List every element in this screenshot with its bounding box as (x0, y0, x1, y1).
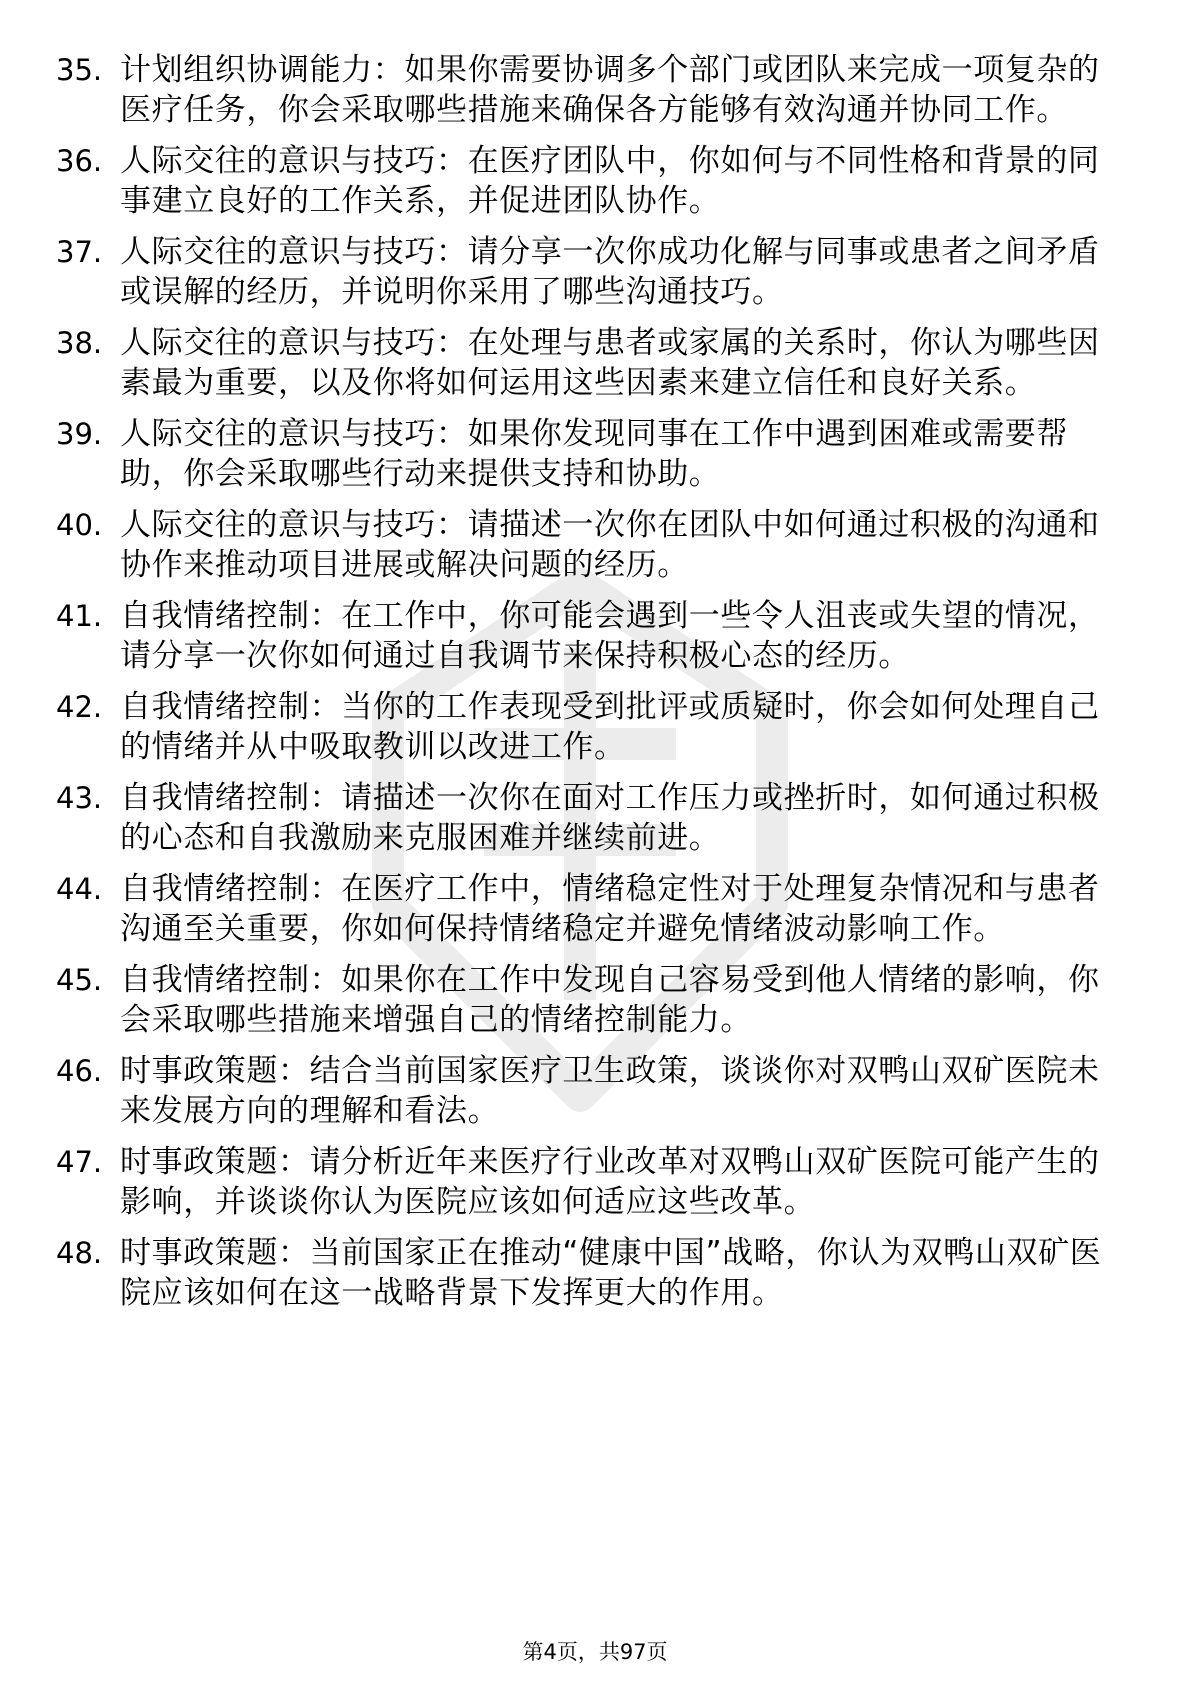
item-text: 自我情绪控制：在医疗工作中，情绪稳定性对于处理复杂情况和与患者沟通至关重要，你如何保持情绪稳定并避免情绪波动影响工作。 (120, 871, 1100, 947)
item-number: 35. (56, 53, 103, 87)
list-item (0, 960, 1190, 1040)
list-item (0, 50, 1190, 130)
item-text: 人际交往的意识与技巧：请描述一次你在团队中如何通过积极的沟通和协作来推动项目进展或解决问题的经历。 (120, 507, 1100, 583)
item-text: 人际交往的意识与技巧：在医疗团队中，你如何与不同性格和背景的同事建立良好的工作关系，并促进团队协作。 (120, 143, 1100, 219)
item-text: 自我情绪控制：请描述一次你在面对工作压力或挫折时，如何通过积极的心态和自我激励来克服困难并继续前进。 (120, 780, 1100, 856)
item-number: 43. (56, 781, 103, 815)
list-item (0, 232, 1190, 312)
list-item (0, 323, 1190, 403)
item-number: 40. (56, 508, 103, 542)
item-number: 38. (56, 326, 103, 360)
item-number: 48. (56, 1236, 103, 1270)
item-text: 自我情绪控制：如果你在工作中发现自己容易受到他人情绪的影响，你会采取哪些措施来增强自己的情绪控制能力。 (120, 962, 1100, 1038)
item-text: 时事政策题：请分析近年来医疗行业改革对双鸭山双矿医院可能产生的影响，并谈谈你认为医院应该如何适应这些改革。 (120, 1144, 1100, 1220)
list-item (0, 505, 1190, 585)
item-number: 42. (56, 690, 103, 724)
item-text: 时事政策题：结合当前国家医疗卫生政策，谈谈你对双鸭山双矿医院未来发展方向的理解和看法。 (120, 1053, 1100, 1129)
item-number: 44. (56, 872, 103, 906)
item-text: 自我情绪控制：当你的工作表现受到批评或质疑时，你会如何处理自己的情绪并从中吸取教训以改进工作。 (120, 689, 1100, 765)
list-item (0, 1142, 1190, 1222)
list-item (0, 778, 1190, 858)
item-text: 人际交往的意识与技巧：在处理与患者或家属的关系时，你认为哪些因素最为重要，以及你将如何运用这些因素来建立信任和良好关系。 (120, 325, 1100, 401)
item-number: 37. (56, 235, 103, 269)
list-item (0, 1233, 1190, 1313)
item-number: 46. (56, 1054, 103, 1088)
item-text: 自我情绪控制：在工作中，你可能会遇到一些令人沮丧或失望的情况，请分享一次你如何通过自我调节来保持积极心态的经历。 (120, 598, 1100, 674)
item-text: 人际交往的意识与技巧：如果你发现同事在工作中遇到困难或需要帮助，你会采取哪些行动来提供支持和协助。 (120, 416, 1068, 492)
page-footer: 第4页，共97页 (522, 1640, 668, 1664)
list-item (0, 869, 1190, 949)
item-number: 45. (56, 963, 103, 997)
list-item (0, 687, 1190, 767)
item-number: 47. (56, 1145, 103, 1179)
question-list (0, 50, 1190, 1324)
item-number: 41. (56, 599, 103, 633)
item-text: 计划组织协调能力：如果你需要协调多个部门或团队来完成一项复杂的医疗任务，你会采取哪些措施来确保各方能够有效沟通并协同工作。 (120, 52, 1100, 128)
item-text: 人际交往的意识与技巧：请分享一次你成功化解与同事或患者之间矛盾或误解的经历，并说明你采用了哪些沟通技巧。 (120, 234, 1100, 310)
list-item (0, 414, 1190, 494)
list-item (0, 596, 1190, 676)
list-item (0, 1051, 1190, 1131)
item-number: 39. (56, 417, 103, 451)
item-text: 时事政策题：当前国家正在推动“健康中国”战略，你认为双鸭山双矿医院应该如何在这一战略背景下发挥更大的作用。 (120, 1235, 1102, 1311)
list-item (0, 141, 1190, 221)
item-number: 36. (56, 144, 103, 178)
